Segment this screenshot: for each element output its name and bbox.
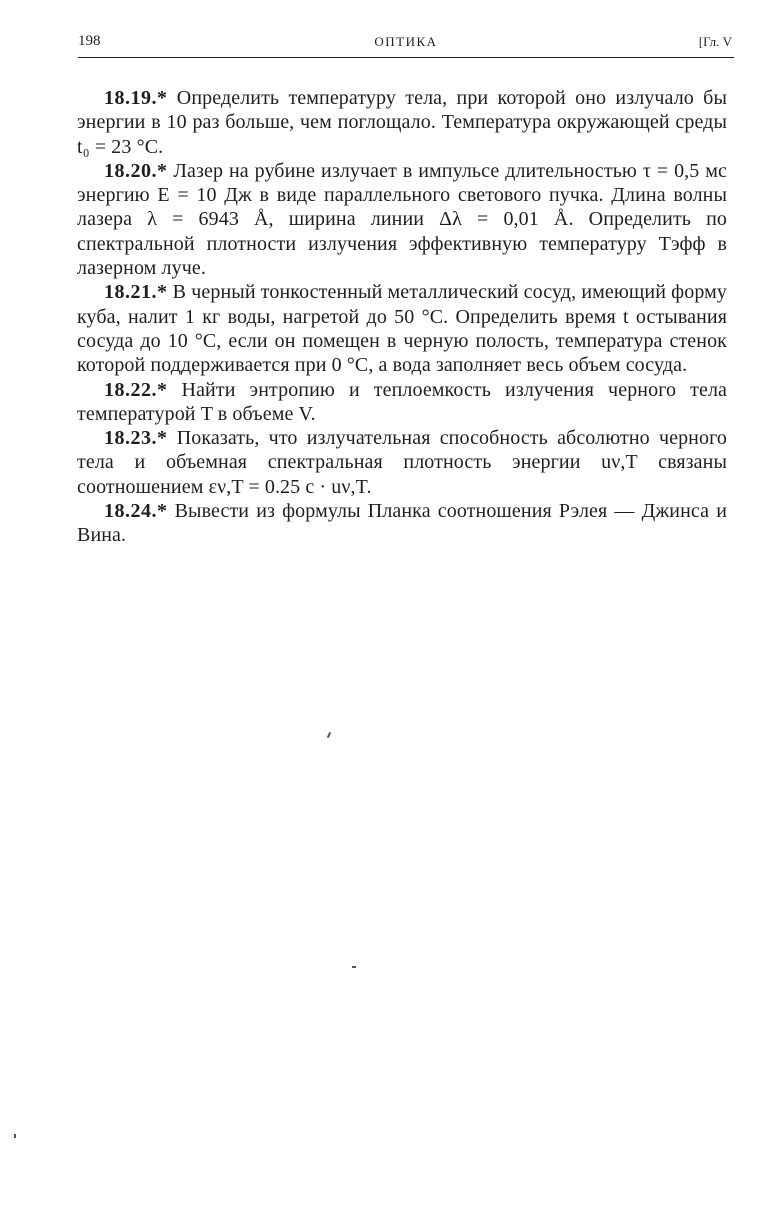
problem-number: 18.20.*	[104, 159, 168, 182]
problem-number: 18.24.*	[104, 500, 168, 523]
problem-text: Вывести из формулы Планка соотношения Рэлея — Джинса и Вина.	[77, 500, 727, 547]
problem-text: Лазер на рубине излучает в импульсе длительностью τ = 0,5 мс энергию E = 10 Дж в виде параллельного светового пучка. Длина волны лазера λ = 6943 Å, ширина линии Δλ = 0,01 Å. Определить по спектральной плотности излучения эффективную температуру Tэфф в лазерном луче.	[77, 159, 727, 280]
problem-18-20	[77, 159, 727, 280]
problem-18-23	[77, 426, 727, 499]
scan-speck	[14, 1134, 16, 1138]
problem-list	[77, 86, 727, 548]
problem-18-22	[77, 378, 727, 427]
problem-number: 18.19.*	[104, 87, 168, 109]
problem-18-19	[77, 86, 727, 159]
running-title: ОПТИКА	[374, 34, 438, 49]
chapter-marker: [Гл. V	[698, 34, 732, 49]
problem-number: 18.21.*	[104, 281, 168, 304]
page-number: 198	[78, 33, 101, 49]
problem-text: Определить температуру тела, при которой оно излучало бы энергии в 10 раз больше, чем поглощало. Температура окружающей среды t₀ = 23 °C.	[77, 87, 727, 158]
running-header	[78, 33, 734, 58]
problem-text: Показать, что излучательная способность абсолютно черного тела и объемная спектральная плотность энергии uν,T связаны соотношением εν,T = 0.25 c · uν,T.	[77, 427, 727, 498]
problem-18-21	[77, 280, 727, 377]
problem-text: В черный тонкостенный металлический сосуд, имеющий форму куба, налит 1 кг воды, нагретой до 50 °C. Определить время t остывания сосуда до 10 °C, если он помещен в черную полость, температура стенок которой поддерживается при 0 °C, а вода заполняет весь объем сосуда.	[77, 281, 727, 377]
scan-speck	[327, 732, 331, 738]
scan-speck	[352, 966, 356, 968]
problem-number: 18.22.*	[104, 378, 168, 401]
problem-number: 18.23.*	[104, 427, 168, 450]
problem-18-24	[77, 499, 727, 548]
problem-text: Найти энтропию и теплоемкость излучения черного тела температурой T в объеме V.	[77, 378, 727, 425]
